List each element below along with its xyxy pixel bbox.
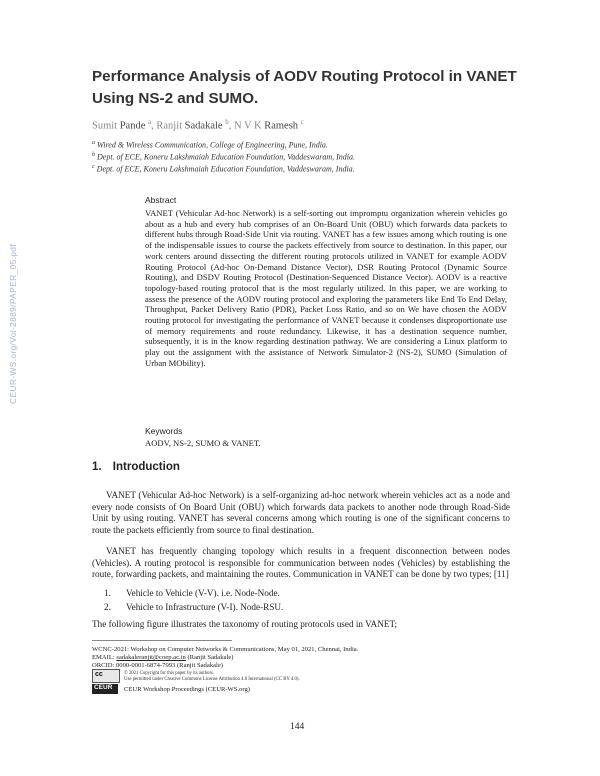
author-list: Sumit Pande $^a$, Ranjit Sadakale $^b$, N V K Ramesh $^c$ <box>92 118 304 132</box>
keywords-text: AODV, NS-2, SUMO & VANET. <box>145 438 261 448</box>
abstract-heading: Abstract <box>145 195 177 205</box>
affiliation-b <box>92 152 355 162</box>
intro-paragraph-1: VANET (Vehicular Ad-hoc Network) is a self-organizing ad-hoc network wherein vehicles act as a node and every node consists of On Board Unit (OBU) which forwards data packets to another node through Road-Side Unit by using routing. VANET has several concerns among which routing is one of the significant concerns to route the packets efficiently from source to final destination. <box>92 490 510 536</box>
list-item-number: 1. <box>104 588 111 598</box>
ceur-logo <box>92 684 118 694</box>
list-item-number: 2. <box>104 602 111 612</box>
affiliation-c <box>92 164 355 174</box>
list-item <box>104 600 283 614</box>
author-1-last: Pande <box>119 120 146 132</box>
cc-logo-text: cc <box>95 671 103 678</box>
abstract-body: VANET (Vehicular Ad-hoc Network) is a self-sorting out impromptu organization wherein vehicles go about as a hub and every hub comprises of an On-Board Unit (OBU) which forwards data packets to different hubs through Road-Side Unit via routing. VANET has a few issues among which routing is one of the indispensable issues to course the packets effectively from source to destination. In this paper, our work centers around dissecting the different routing protocols utilized in VANET for example AODV Routing Protocol (Ad-hoc On-Demand Distance Vector), DSR Routing Protocol (Dynamic Source Routing), and DSDV Routing Protocol (Destination-Sequenced Distance Vector). AODV is a reactive topology-based routing protocol that is the most regularly utilized. In this paper, we are working to assess the presence of the AODV routing protocol and exploring the parameters like End To End Delay, Throughput, Packet Delivery Ratio (PDR), Packet Loss Ratio, and so on We have chosen the AODV routing protocol for investigating the performance of VANET because it condenses disproportionate use of memory requirements and route redundancy. Likewise, it has a destination sequence number, subsequently, it is in the know regarding destination pathway. We are considering a Linux platform to play out the assignment with the assistance of Network Simulator-2 (NS-2), SUMO (Simulation of Urban MObility). <box>145 208 507 368</box>
section-title: Introduction <box>112 461 180 473</box>
author-3-first: N V K <box>233 120 262 132</box>
list-item-text: Vehicle to Vehicle (V-V). i.e. Node-Node. <box>126 588 280 598</box>
author-2-first: Ranjit <box>156 120 183 132</box>
intro-paragraph-2: VANET has frequently changing topology which results in a frequent disconnection between nodes (Vehicles). A routing protocol is responsible for communication between nodes (Vehicles) by establishing the route, forwarding packets, and maintaining the routes. Communication in VANET can be done by two types; [11] <box>92 546 510 580</box>
email-link[interactable]: sadakaleranjit@coep.ac.in <box>116 654 186 661</box>
footnote-conference: WCNC-2021: Workshop on Computer Networks & Communications, May 01, 2021, Chennai, India. <box>92 646 359 653</box>
paper-title: Performance Analysis of AODV Routing Protocol in VANET Using NS-2 and SUMO. <box>92 68 517 107</box>
author-1-first: Sumit <box>92 120 118 132</box>
footnote-rule <box>92 640 232 641</box>
email-owner: (Ranjit Sadakale) <box>187 654 234 661</box>
author-2-sup: b <box>225 118 229 126</box>
figure-intro: The following figure illustrates the taxonomy of routing protocols used in VANET; <box>92 619 398 629</box>
keywords-heading: Keywords <box>145 426 183 436</box>
affiliation-a-sup: a <box>92 140 95 146</box>
cc-license-logo <box>92 669 120 683</box>
footnote-copyright: © 2021 Copyright for this paper by its authors. <box>124 671 215 676</box>
page-number: 144 <box>290 722 305 732</box>
list-item-text: Vehicle to Infrastructure (V-I). Node-RSU. <box>126 602 284 612</box>
author-3-last: Ramesh <box>264 120 299 132</box>
affiliation-a-text: Wired & Wireless Communication, College of Engineering, Pune, India. <box>97 140 328 150</box>
side-url-stamp: CEUR-WS.org/Vol-2889/PAPER_05.pdf <box>8 244 18 404</box>
affiliation-a <box>92 140 328 150</box>
author-1-sup: a <box>148 118 152 126</box>
affiliation-b-text: Dept. of ECE, Koneru Lakshmaiah Education Foundation, Vaddeswaram, India. <box>97 152 355 162</box>
email-label: EMAIL: <box>92 654 115 661</box>
affiliation-c-sup: c <box>92 164 95 170</box>
list-item <box>104 586 280 600</box>
footnote-orcid: ORCID: 0000-0001-6874-7993 (Ranjit Sadakale) <box>92 662 223 669</box>
footnote-proceedings: CEUR Workshop Proceedings (CEUR-WS.org) <box>124 686 250 693</box>
affiliation-b-sup: b <box>92 152 95 158</box>
author-3-sup: c <box>300 118 304 126</box>
ceur-logo-text: CEUR <box>94 684 113 691</box>
affiliation-c-text: Dept. of ECE, Koneru Lakshmaiah Education Foundation, Vaddeswaram, India. <box>96 164 355 174</box>
section-heading <box>92 461 180 473</box>
author-2-last: Sadakale <box>184 120 223 132</box>
footnote-license: Use permitted under Creative Commons License Attribution 4.0 International (CC BY 4.0). <box>124 677 300 682</box>
footnote-email <box>92 654 233 662</box>
section-number: 1. <box>92 461 102 473</box>
